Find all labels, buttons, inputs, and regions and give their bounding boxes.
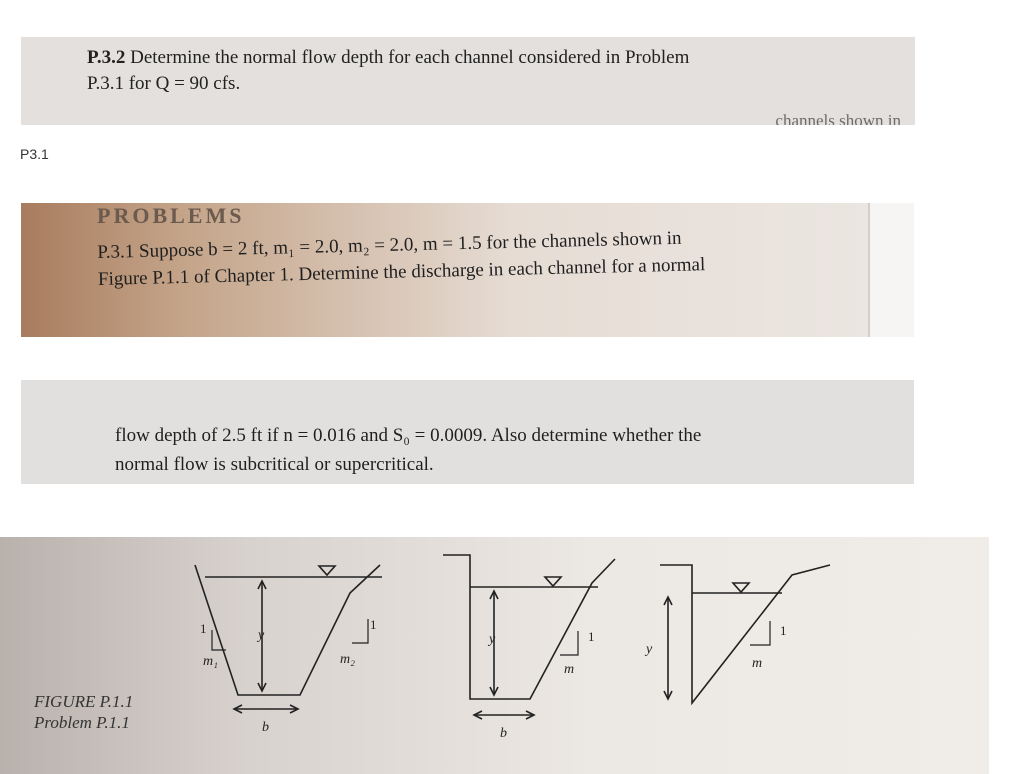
trapezoid-profile bbox=[195, 565, 380, 695]
problems-strip bbox=[21, 203, 914, 337]
label-y-2: y bbox=[489, 632, 496, 647]
label-one-4: 1 bbox=[780, 623, 787, 638]
side-label: P3.1 bbox=[20, 146, 49, 162]
label-m-2: m bbox=[564, 662, 575, 677]
label-y-3: y bbox=[646, 642, 653, 657]
water-surface-marker-3 bbox=[733, 583, 749, 592]
water-surface-marker-1 bbox=[319, 566, 335, 575]
channel-3-profile bbox=[660, 565, 830, 703]
label-one-3: 1 bbox=[588, 629, 595, 644]
label-m1: m₁ bbox=[203, 654, 218, 669]
figure-caption-line2: Problem P.1.1 bbox=[34, 713, 130, 732]
problem-3-2-line1 bbox=[87, 45, 907, 71]
slope-triangle-m2 bbox=[352, 619, 368, 643]
problem-3-2-line2: P.3.1 for Q = 90 cfs. bbox=[87, 73, 241, 94]
problem-3-2-text bbox=[87, 45, 907, 97]
continuation-strip bbox=[21, 380, 914, 484]
label-y-1: y bbox=[258, 628, 265, 643]
page-edge bbox=[868, 203, 914, 337]
label-m-3: m bbox=[752, 656, 763, 671]
label-one-1: 1 bbox=[200, 621, 207, 636]
label-b-2: b bbox=[500, 726, 507, 741]
rect-sloped-channel bbox=[443, 555, 615, 741]
problems-heading: PROBLEMS bbox=[97, 203, 245, 228]
slope-triangle-m-2 bbox=[560, 631, 578, 655]
problem-3-2-strip bbox=[21, 37, 915, 125]
channel-2-profile bbox=[443, 555, 615, 699]
problem-3-2-line1-text: Determine the normal flow depth for each channel considered in Problem bbox=[130, 47, 690, 68]
continuation-line1: flow depth of 2.5 ft if n = 0.016 and S₀ = 0.0009. Also determine whether the bbox=[115, 425, 702, 446]
figure-caption-line1: FIGURE P.1.1 bbox=[34, 692, 134, 711]
problem-3-2-id: P.3.2 bbox=[87, 47, 126, 68]
figure-caption bbox=[34, 691, 133, 733]
water-surface-marker-2 bbox=[545, 577, 561, 586]
label-b-1: b bbox=[262, 720, 269, 735]
channel-cross-sections-figure bbox=[0, 537, 989, 774]
label-one-2: 1 bbox=[370, 617, 377, 632]
continuation-text bbox=[115, 421, 895, 479]
figure-strip bbox=[0, 537, 989, 774]
problem-3-1-line1: P.3.1 Suppose b = 2 ft, m₁ = 2.0, m₂ = 2.0, m = 1.5 for the channels shown in bbox=[97, 227, 682, 263]
bleed-through-text: channels shown in bbox=[775, 111, 901, 125]
continuation-line2: normal flow is subcritical or supercritical. bbox=[115, 454, 434, 475]
label-m2: m₂ bbox=[340, 652, 355, 667]
trapezoidal-channel bbox=[195, 565, 382, 735]
problem-3-1-text bbox=[97, 220, 858, 293]
triangular-channel bbox=[644, 565, 830, 703]
problem-3-1-line2: Figure P.1.1 of Chapter 1. Determine the discharge in each channel for a normal bbox=[97, 254, 706, 290]
